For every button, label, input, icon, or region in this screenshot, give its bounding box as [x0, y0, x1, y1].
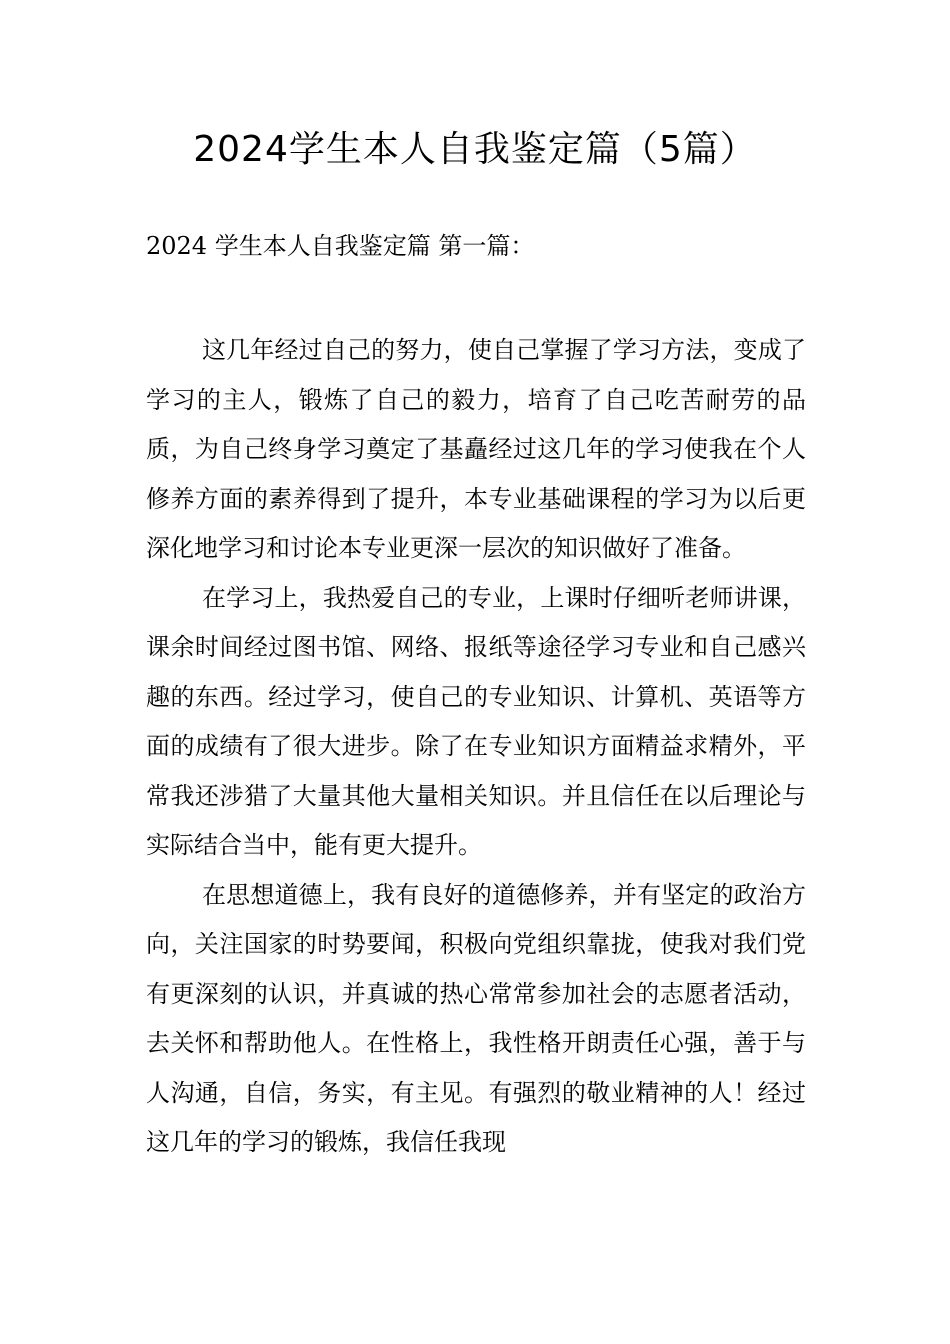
- document-title: 2024学生本人自我鉴定篇（5篇）: [193, 129, 757, 170]
- paragraph: 在学习上，我热爱自己的专业，上课时仔细听老师讲课，课余时间经过图书馆、网络、报纸等途径学习专业和自己感兴趣的东西。经过学习，使自己的专业知识、计算机、英语等方面的成绩有了很大进步。除了在专业知识方面精益求精外，平常我还涉猎了大量其他大量相关知识。并且信任在以后理论与实际结合当中，能有更大提升。: [146, 583, 806, 859]
- section-heading: 2024 学生本人自我鉴定篇 第一篇：: [146, 232, 535, 260]
- paragraph: 在思想道德上，我有良好的道德修养，并有坚定的政治方向，关注国家的时势要闻，积极向党组织靠拢，使我对我们党有更深刻的认识，并真诚的热心常常参加社会的志愿者活动，去关怀和帮助他人。在性格上，我性格开朗责任心强，善于与人沟通，自信，务实，有主见。有强烈的敬业精神的人！经过这几年的学习的锻炼，我信任我现: [146, 880, 806, 1156]
- document-body: [146, 326, 806, 1168]
- paragraph: 这几年经过自己的努力，使自己掌握了学习方法，变成了学习的主人，锻炼了自己的毅力，培育了自己吃苦耐劳的品质，为自己终身学习奠定了基矗经过这几年的学习使我在个人修养方面的素养得到了提升，本专业基础课程的学习为以后更深化地学习和讨论本专业更深一层次的知识做好了准备。: [146, 336, 806, 562]
